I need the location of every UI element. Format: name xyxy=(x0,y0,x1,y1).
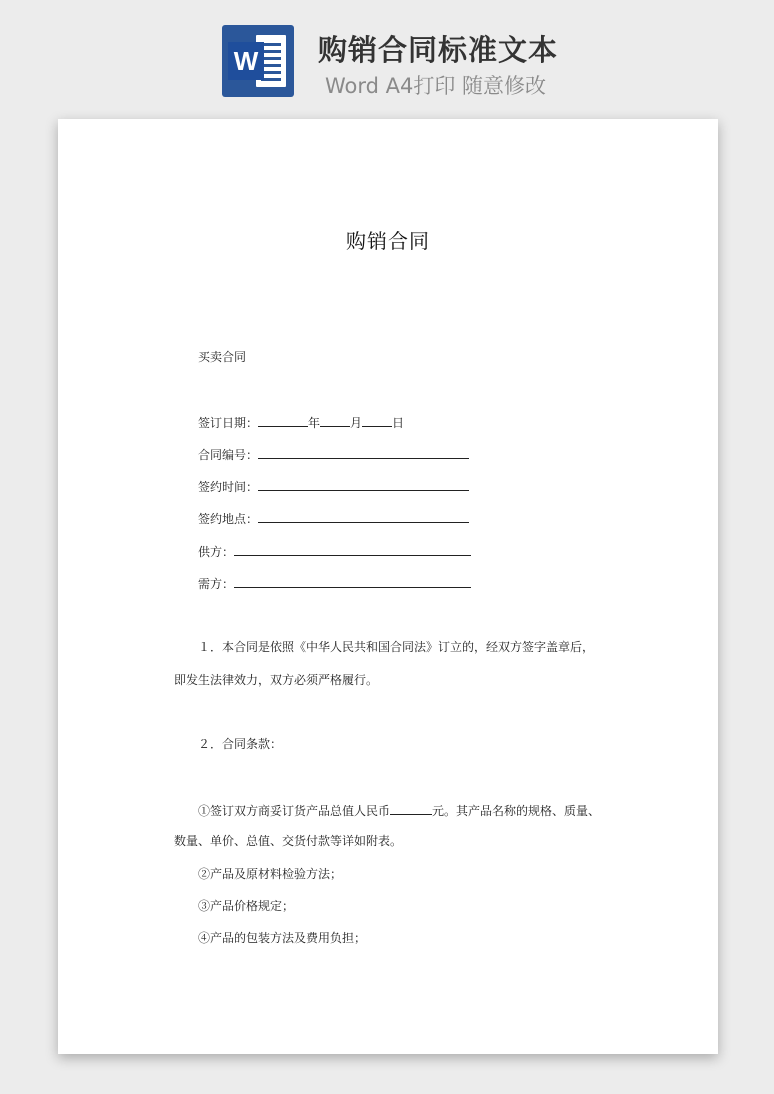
item4: ④产品的包装方法及费用负担； xyxy=(198,931,367,945)
document-page xyxy=(58,119,718,1054)
item2: ②产品及原材料检验方法； xyxy=(198,867,343,881)
year-blank[interactable] xyxy=(258,413,308,427)
field-label: 签约时间： xyxy=(198,480,259,494)
clause2-heading: ２．合同条款： xyxy=(198,737,283,751)
year-label: 年 xyxy=(308,416,321,430)
total-value-blank[interactable] xyxy=(390,801,432,815)
document-subtitle: 买卖合同 xyxy=(198,350,247,364)
month-blank[interactable] xyxy=(320,413,350,427)
item1-line2: 数量、单价、总值、交货付款等详如附表。 xyxy=(174,834,403,848)
page-title: 购销合同标准文本 xyxy=(318,33,559,67)
word-icon xyxy=(222,25,294,97)
supplier-blank[interactable] xyxy=(234,542,471,556)
document-title: 购销合同 xyxy=(346,229,430,253)
sign-date-label: 签订日期： xyxy=(198,416,259,430)
item1-line1 xyxy=(198,801,600,819)
sign-place-row xyxy=(198,509,469,527)
month-label: 月 xyxy=(350,416,363,430)
field-label: 需方： xyxy=(198,577,235,591)
buyer-blank[interactable] xyxy=(234,574,471,588)
item1-text-b: 元。其产品名称的规格、质量、 xyxy=(432,804,601,818)
day-blank[interactable] xyxy=(362,413,392,427)
field-label: 供方： xyxy=(198,545,235,559)
sign-time-blank[interactable] xyxy=(258,477,469,491)
field-label: 合同编号： xyxy=(198,448,259,462)
item3: ③产品价格规定； xyxy=(198,899,295,913)
supplier-row xyxy=(198,542,471,560)
page-subtitle: Word A4打印 随意修改 xyxy=(325,74,547,98)
contract-number-row xyxy=(198,445,469,463)
buyer-row xyxy=(198,574,471,592)
item1-text-a: ①签订双方商妥订货产品总值人民币 xyxy=(198,804,391,818)
clause1-line1: １．本合同是依照《中华人民共和国合同法》订立的，经双方签字盖章后， xyxy=(198,640,595,654)
word-badge: W xyxy=(228,42,264,80)
sign-date-row xyxy=(198,413,404,431)
header xyxy=(0,0,774,112)
clause1-line2: 即发生法律效力，双方必须严格履行。 xyxy=(174,673,379,687)
day-label: 日 xyxy=(392,416,405,430)
field-label: 签约地点： xyxy=(198,512,259,526)
sign-time-row xyxy=(198,477,469,495)
sign-place-blank[interactable] xyxy=(258,509,469,523)
contract-number-blank[interactable] xyxy=(258,445,469,459)
